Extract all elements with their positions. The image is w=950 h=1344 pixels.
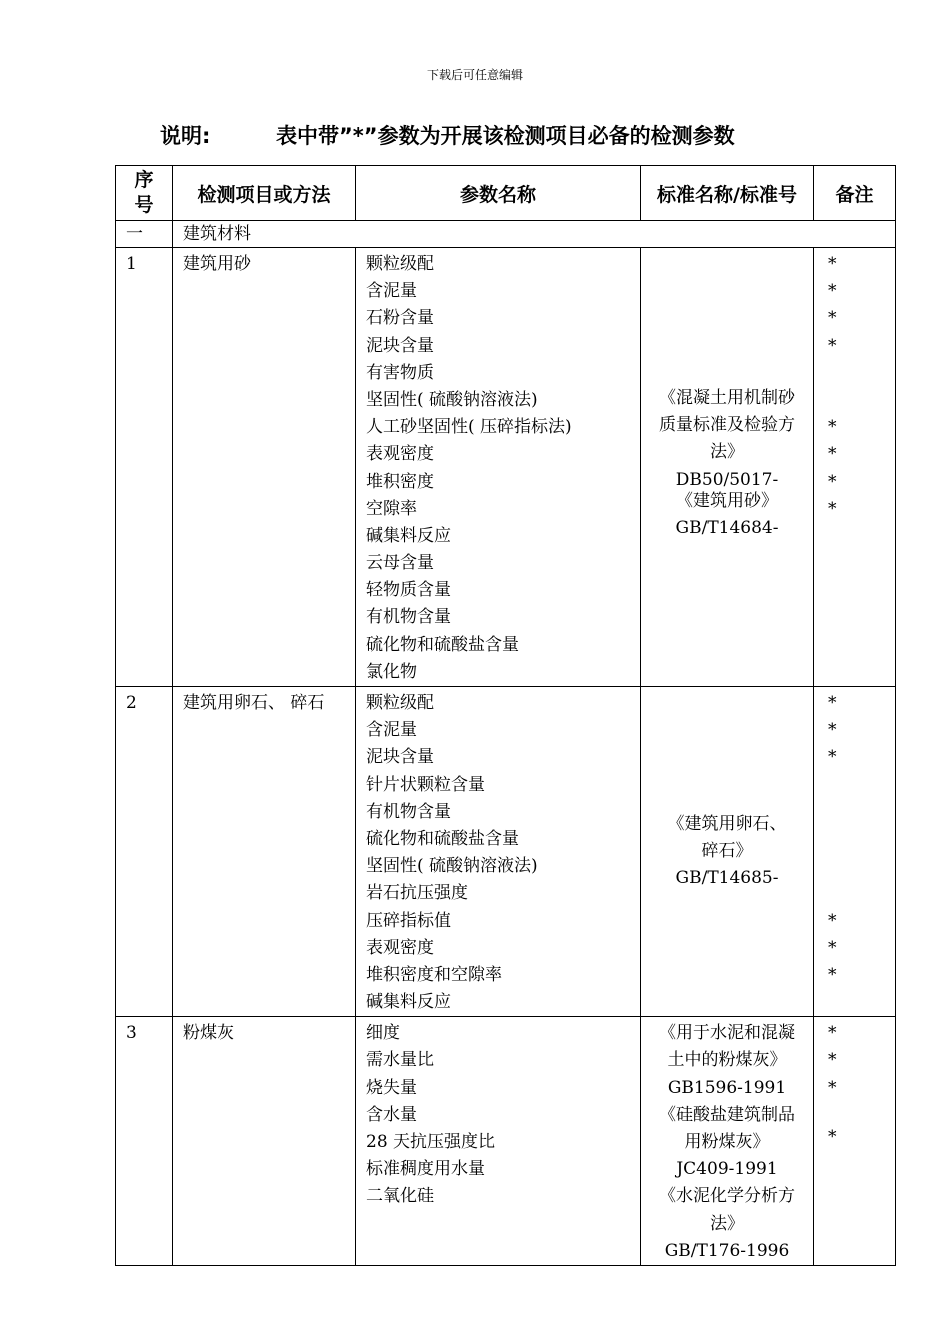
standard-line: JC409-1991 <box>676 1159 778 1180</box>
required-mark: * <box>828 498 837 519</box>
standard-line: 法》 <box>710 1213 744 1234</box>
param-name: 标准稠度用水量 <box>366 1159 485 1180</box>
param-name: 颗粒级配 <box>366 254 434 274</box>
param-name: 碱集料反应 <box>366 525 451 546</box>
param-name: 含泥量 <box>366 281 417 302</box>
table-row <box>116 248 896 687</box>
inspection-table <box>115 165 896 1266</box>
notice-text: 表中带”*”参数为开展该检测项目必备的检测参数 <box>276 124 735 148</box>
required-mark <box>828 387 895 414</box>
standard-line: GB1596-1991 <box>667 1077 787 1098</box>
standard-line: 《硅酸盐建筑制品 <box>659 1104 795 1125</box>
required-mark <box>828 1102 895 1124</box>
param-name: 硫化物和硫酸盐含量 <box>366 634 519 655</box>
param-name: 坚固性( 硫酸钠溶液法) <box>366 856 538 877</box>
param-name: 烧失量 <box>366 1077 417 1098</box>
standard-line: 法》 <box>710 442 744 463</box>
required-mark: * <box>828 335 837 356</box>
notice-line <box>160 120 880 150</box>
required-mark: * <box>828 281 837 302</box>
param-name: 碱集料反应 <box>366 992 451 1013</box>
required-mark <box>828 880 895 907</box>
param-name: 云母含量 <box>366 553 434 574</box>
notice-label: 说明: <box>160 124 211 148</box>
required-mark <box>828 826 895 853</box>
standard-cell <box>641 1017 813 1265</box>
remark-list <box>814 1017 895 1151</box>
standard-line: 碎石》 <box>701 841 753 862</box>
param-name: 泥块含量 <box>366 747 434 768</box>
standard-line: GB/T14685- <box>675 868 779 889</box>
row-no: 2 <box>126 693 137 713</box>
remark-list <box>814 687 895 989</box>
row-item: 粉煤灰 <box>183 1023 234 1044</box>
param-name: 人工砂坚固性( 压碎指标法) <box>366 417 572 438</box>
param-name: 含水量 <box>366 1104 417 1125</box>
required-mark <box>828 360 895 387</box>
standard-line: 《水泥化学分析方 <box>659 1186 795 1207</box>
param-name: 空隙率 <box>366 498 417 519</box>
standard-cell <box>641 248 813 542</box>
required-mark: * <box>828 1077 837 1098</box>
row-item: 建筑用砂 <box>183 254 251 274</box>
required-mark: * <box>828 254 837 274</box>
param-name: 泥块含量 <box>366 335 434 356</box>
required-mark: * <box>828 964 837 985</box>
remark-list <box>814 248 895 523</box>
standard-line: GB/T14684- <box>675 518 779 539</box>
header-standard: 标准名称/标准号 <box>641 166 814 221</box>
param-name: 有机物含量 <box>366 607 451 628</box>
param-name: 有机物含量 <box>366 801 451 822</box>
header-item: 检测项目或方法 <box>173 166 356 221</box>
param-name: 28 天抗压强度比 <box>366 1132 496 1152</box>
param-name: 堆积密度和空隙率 <box>366 964 502 985</box>
required-mark: * <box>828 1126 837 1147</box>
required-mark: * <box>828 471 837 492</box>
standard-line: 质量标准及检验方 <box>659 415 795 436</box>
required-mark <box>828 772 895 799</box>
required-mark: * <box>828 937 837 958</box>
required-mark: * <box>828 910 837 931</box>
required-mark: * <box>828 308 837 329</box>
param-name: 氯化物 <box>366 661 417 682</box>
required-mark: * <box>828 693 837 713</box>
row-no: 1 <box>126 254 137 274</box>
required-mark <box>828 799 895 826</box>
required-mark: * <box>828 417 837 438</box>
param-list <box>356 1017 640 1210</box>
param-name: 轻物质含量 <box>366 580 451 601</box>
required-mark: * <box>828 747 837 768</box>
row-no: 3 <box>126 1023 137 1044</box>
header-param: 参数名称 <box>356 166 641 221</box>
section-no: 一 <box>126 224 143 244</box>
param-list <box>356 687 640 1016</box>
row-item: 建筑用卵石、 碎石 <box>183 693 325 713</box>
param-name: 硫化物和硫酸盐含量 <box>366 828 519 849</box>
param-name: 含泥量 <box>366 720 417 741</box>
standard-line: 用粉煤灰》 <box>684 1132 770 1153</box>
param-name: 需水量比 <box>366 1050 434 1071</box>
standard-line: 《建筑用卵石、 <box>667 814 787 834</box>
param-name: 岩石抗压强度 <box>366 883 468 904</box>
param-name: 坚固性( 硫酸钠溶液法) <box>366 389 538 410</box>
required-mark: * <box>828 1050 837 1071</box>
required-mark: * <box>828 444 837 465</box>
section-row <box>116 221 896 248</box>
header-seq: 序号 <box>116 166 173 221</box>
page-header-note: 下载后可任意编辑 <box>426 68 523 82</box>
param-name: 表观密度 <box>366 444 434 465</box>
required-mark: * <box>828 1023 837 1044</box>
table-header-row <box>116 166 896 221</box>
param-name: 颗粒级配 <box>366 693 434 713</box>
param-name: 表观密度 <box>366 937 434 958</box>
standard-line: 《建筑用砂》 <box>676 490 778 511</box>
standard-line: 《混凝土用机制砂 <box>659 388 795 408</box>
required-mark <box>828 853 895 880</box>
table-row <box>116 687 896 1017</box>
param-name: 堆积密度 <box>366 471 434 492</box>
standard-line: DB50/5017- <box>675 469 779 490</box>
section-title: 建筑材料 <box>183 224 251 244</box>
required-mark: * <box>828 720 837 741</box>
param-name: 细度 <box>366 1023 400 1044</box>
param-name: 有害物质 <box>366 362 434 383</box>
standard-line: 《用于水泥和混凝 <box>659 1023 795 1044</box>
param-list <box>356 248 640 686</box>
table-row <box>116 1017 896 1266</box>
standard-cell <box>641 687 813 893</box>
param-name: 压碎指标值 <box>366 910 451 931</box>
standard-line: 土中的粉煤灰》 <box>667 1050 787 1071</box>
standard-line: GB/T176-1996 <box>664 1240 790 1261</box>
param-name: 针片状颗粒含量 <box>366 774 485 795</box>
param-name: 二氧化硅 <box>366 1186 434 1207</box>
header-remark: 备注 <box>814 166 896 221</box>
param-name: 石粉含量 <box>366 308 434 329</box>
